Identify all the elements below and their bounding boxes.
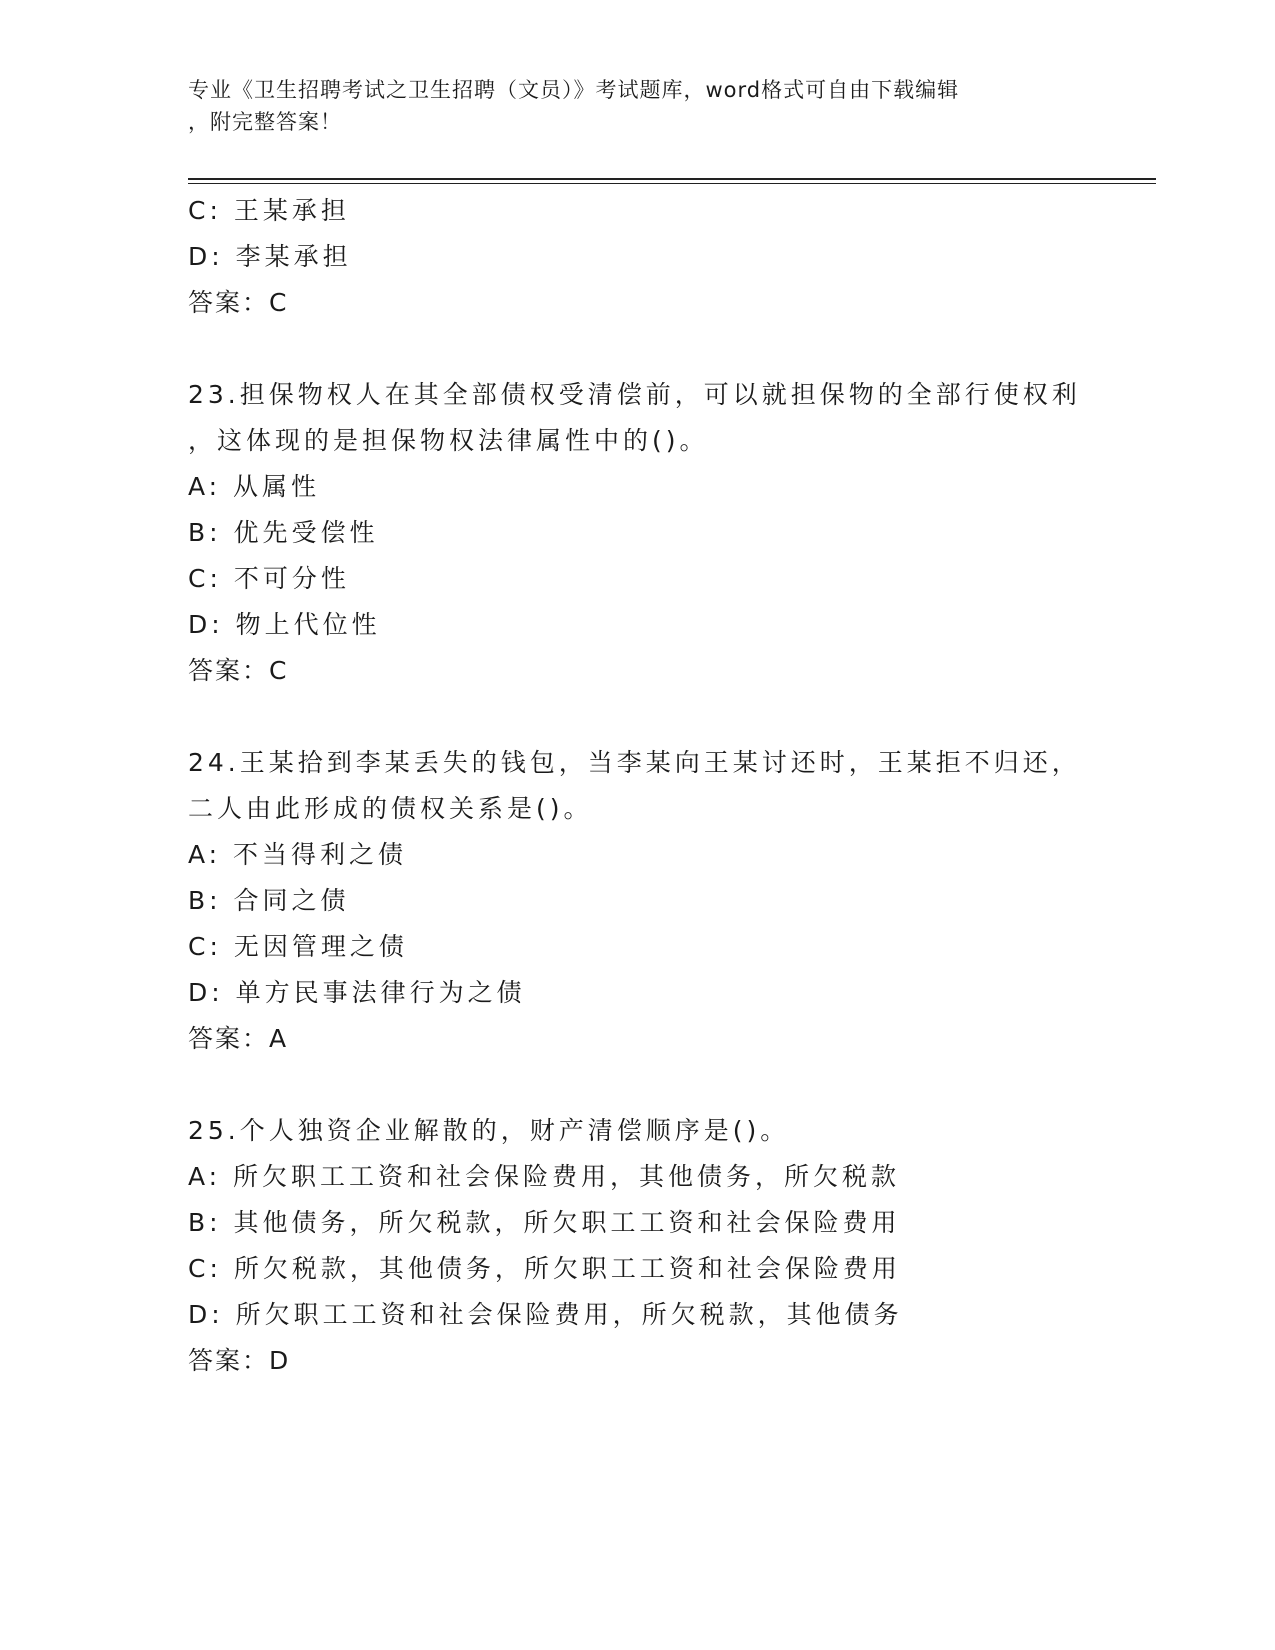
option-c: C: 不可分性: [188, 564, 350, 593]
option-a: A: 所欠职工工资和社会保险费用，其他债务，所欠税款: [188, 1162, 901, 1191]
question-stem: 23.担保物权人在其全部债权受清偿前，可以就担保物的全部行使权利: [188, 380, 1081, 409]
spacer: [188, 326, 1138, 372]
question-23: [188, 372, 1138, 694]
header-line-1: 专业《卫生招聘考试之卫生招聘（文员）》考试题库，word格式可自由下载编辑: [188, 78, 960, 102]
document-body: [188, 188, 1138, 1384]
spacer: [188, 694, 1138, 740]
header-divider-thick: [188, 178, 1156, 180]
question-24: [188, 740, 1138, 1062]
answer: 答案：C: [188, 656, 289, 685]
question-stem: 24.王某拾到李某丢失的钱包，当李某向王某讨还时，王某拒不归还，: [188, 748, 1081, 777]
option-a: A: 不当得利之债: [188, 840, 408, 869]
option-c: C: 所欠税款，其他债务，所欠职工工资和社会保险费用: [188, 1254, 901, 1283]
option-a: A: 从属性: [188, 472, 321, 501]
option-b: B: 优先受偿性: [188, 518, 379, 547]
option-d: D: 李某承担: [188, 242, 352, 271]
option-d: D: 物上代位性: [188, 610, 381, 639]
answer: 答案：D: [188, 1346, 291, 1375]
option-d: D: 单方民事法律行为之债: [188, 978, 526, 1007]
option-d: D: 所欠职工工资和社会保险费用，所欠税款，其他债务: [188, 1300, 903, 1329]
question-stem-continued: ，这体现的是担保物权法律属性中的()。: [188, 426, 709, 455]
answer: 答案：C: [188, 288, 289, 317]
header-divider-thin: [188, 183, 1156, 184]
option-c: C: 无因管理之债: [188, 932, 408, 961]
header-line-2: ，附完整答案！: [188, 110, 342, 134]
question-25: [188, 1108, 1138, 1384]
question-stem-continued: 二人由此形成的债权关系是()。: [188, 794, 593, 823]
question-stem: 25.个人独资企业解散的，财产清偿顺序是()。: [188, 1116, 790, 1145]
option-b: B: 其他债务，所欠税款，所欠职工工资和社会保险费用: [188, 1208, 901, 1237]
option-c: C: 王某承担: [188, 196, 350, 225]
option-b: B: 合同之债: [188, 886, 350, 915]
spacer: [188, 1062, 1138, 1108]
document-header: [188, 74, 1088, 138]
previous-question-tail: [188, 188, 1138, 326]
answer: 答案：A: [188, 1024, 289, 1053]
